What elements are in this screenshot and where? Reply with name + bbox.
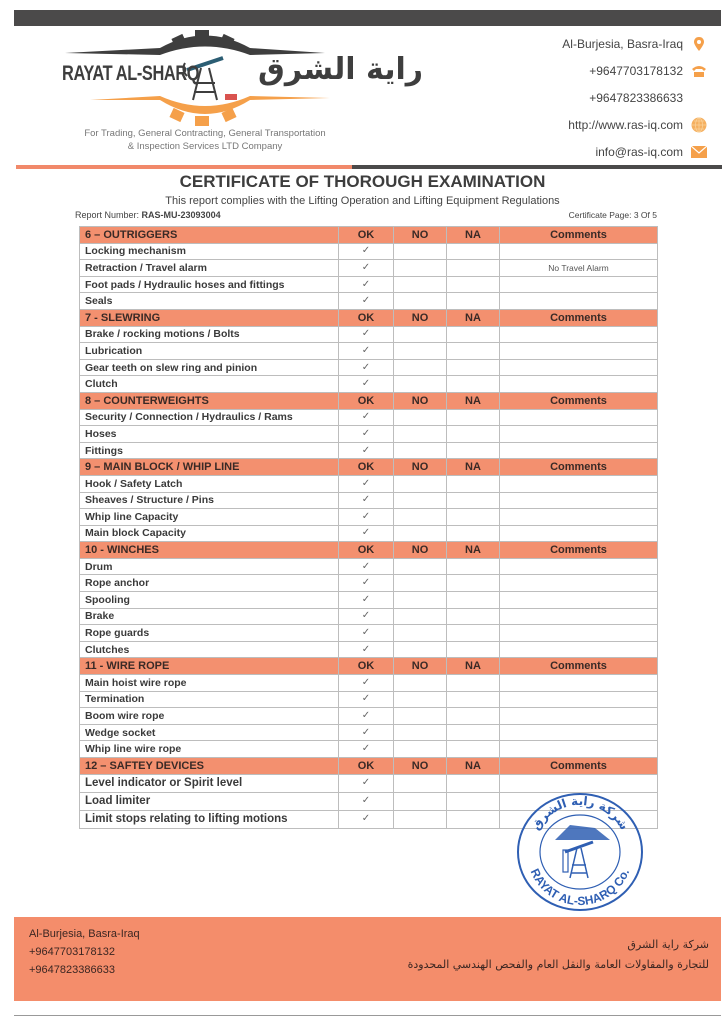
- no-cell: [394, 509, 447, 526]
- column-header-no: NO: [394, 542, 447, 559]
- ok-cell: [339, 708, 394, 725]
- check-mark-icon: ✓: [361, 261, 371, 273]
- checklist-row: [80, 492, 658, 509]
- checklist-row: [80, 409, 658, 426]
- stamp-text-ar: شركة راية الشرق: [528, 793, 632, 833]
- contact-phone-1-text[interactable]: +9647703178132: [589, 63, 683, 78]
- no-cell: [394, 492, 447, 509]
- item-label: Drum: [80, 558, 339, 575]
- na-cell: [447, 326, 500, 343]
- section-title: 10 - WINCHES: [80, 542, 339, 559]
- comment-cell: [500, 243, 658, 260]
- report-number-label: Report Number:: [75, 210, 140, 220]
- check-mark-icon: ✓: [361, 427, 371, 439]
- header-divider-dark: [352, 165, 722, 169]
- na-cell: [447, 592, 500, 609]
- na-cell: [447, 774, 500, 792]
- contact-phone-1: [562, 57, 707, 84]
- certificate-title: CERTIFICATE OF THOROUGH EXAMINATION: [179, 172, 546, 191]
- column-header-na: NA: [447, 758, 500, 775]
- item-label: Foot pads / Hydraulic hoses and fittings: [80, 276, 339, 293]
- na-cell: [447, 343, 500, 360]
- section-title: 9 – MAIN BLOCK / WHIP LINE: [80, 459, 339, 476]
- check-mark-icon: ✓: [361, 361, 371, 373]
- column-header-ok: OK: [339, 392, 394, 409]
- no-cell: [394, 475, 447, 492]
- no-cell: [394, 260, 447, 277]
- item-label: Brake / rocking motions / Bolts: [80, 326, 339, 343]
- comment-cell: [500, 509, 658, 526]
- section-title: 7 - SLEWRING: [80, 309, 339, 326]
- no-cell: [394, 558, 447, 575]
- na-cell: [447, 293, 500, 310]
- checklist-row: [80, 724, 658, 741]
- no-cell: [394, 625, 447, 642]
- ok-cell: [339, 492, 394, 509]
- ok-cell: [339, 792, 394, 810]
- comment-cell: [500, 724, 658, 741]
- comment-cell: [500, 675, 658, 692]
- check-mark-icon: ✓: [361, 693, 371, 705]
- contact-email-link[interactable]: info@ras-iq.com: [595, 144, 683, 159]
- na-cell: [447, 558, 500, 575]
- comment-cell: [500, 558, 658, 575]
- globe-icon: [691, 117, 707, 133]
- check-mark-icon: ✓: [361, 510, 371, 522]
- no-cell: [394, 426, 447, 443]
- checklist-row: [80, 708, 658, 725]
- na-cell: [447, 276, 500, 293]
- report-number-value: RAS-MU-23093004: [141, 210, 221, 220]
- checklist-row: [80, 641, 658, 658]
- contact-phone-2: [562, 84, 707, 111]
- comment-cell: [500, 608, 658, 625]
- checklist-row: [80, 509, 658, 526]
- column-header-na: NA: [447, 658, 500, 675]
- na-cell: [447, 641, 500, 658]
- na-cell: [447, 359, 500, 376]
- comment-cell: [500, 492, 658, 509]
- section-header-row: [80, 542, 658, 559]
- check-mark-icon: ✓: [361, 577, 371, 589]
- comment-cell: No Travel Alarm: [500, 260, 658, 277]
- stamp-pumpjack-icon: [555, 825, 610, 878]
- company-stamp: [515, 790, 645, 915]
- no-cell: [394, 675, 447, 692]
- item-label: Main hoist wire rope: [80, 675, 339, 692]
- certificate-page-number: Certificate Page: 3 Of 5: [568, 210, 657, 220]
- column-header-na: NA: [447, 392, 500, 409]
- item-label: Whip line Capacity: [80, 509, 339, 526]
- check-mark-icon: ✓: [361, 278, 371, 290]
- item-label: Main block Capacity: [80, 525, 339, 542]
- company-tagline: [55, 127, 355, 153]
- column-header-ok: OK: [339, 227, 394, 244]
- no-cell: [394, 326, 447, 343]
- item-label: Sheaves / Structure / Pins: [80, 492, 339, 509]
- ok-cell: [339, 810, 394, 828]
- na-cell: [447, 243, 500, 260]
- contact-phone-2-text[interactable]: +9647823386633: [589, 90, 683, 105]
- ok-cell: [339, 260, 394, 277]
- logo-text-ar: راية الشرق: [258, 52, 424, 87]
- no-cell: [394, 741, 447, 758]
- checklist-row: [80, 243, 658, 260]
- na-cell: [447, 492, 500, 509]
- check-mark-icon: ✓: [361, 527, 371, 539]
- section-header-row: [80, 309, 658, 326]
- ok-cell: [339, 592, 394, 609]
- no-cell: [394, 810, 447, 828]
- column-header-comments: Comments: [500, 542, 658, 559]
- ok-cell: [339, 608, 394, 625]
- comment-cell: [500, 426, 658, 443]
- na-cell: [447, 741, 500, 758]
- na-cell: [447, 724, 500, 741]
- item-label: Spooling: [80, 592, 339, 609]
- ok-cell: [339, 675, 394, 692]
- footer-phone-1: +9647703178132: [29, 946, 115, 958]
- checklist-row: [80, 376, 658, 393]
- ok-cell: [339, 625, 394, 642]
- footer-company-desc-ar: للتجارة والمقاولات العامة والنقل العام والفحص الهندسي المحدودة: [407, 958, 709, 971]
- na-cell: [447, 625, 500, 642]
- ok-cell: [339, 691, 394, 708]
- contact-website-link[interactable]: http://www.ras-iq.com: [568, 117, 683, 132]
- section-header-row: [80, 658, 658, 675]
- contact-website: [562, 111, 707, 138]
- checklist-row: [80, 608, 658, 625]
- item-label: Hoses: [80, 426, 339, 443]
- certificate-subtitle: This report complies with the Lifting Operation and Lifting Equipment Regulations: [165, 195, 560, 207]
- footer-company-ar: [408, 935, 709, 975]
- footer-phone-2: +9647823386633: [29, 964, 115, 976]
- no-cell: [394, 376, 447, 393]
- comment-cell: [500, 343, 658, 360]
- header-top-bar: [14, 10, 721, 26]
- no-cell: [394, 724, 447, 741]
- logo-text-en: RAYAT AL-SHARQ: [62, 62, 200, 85]
- ok-cell: [339, 558, 394, 575]
- column-header-ok: OK: [339, 459, 394, 476]
- check-mark-icon: ✓: [361, 726, 371, 738]
- no-cell: [394, 608, 447, 625]
- check-mark-icon: ✓: [361, 795, 371, 807]
- item-label: Level indicator or Spirit level: [80, 774, 339, 792]
- comment-cell: [500, 359, 658, 376]
- checklist-row: [80, 260, 658, 277]
- ok-cell: [339, 509, 394, 526]
- no-cell: [394, 691, 447, 708]
- check-mark-icon: ✓: [361, 593, 371, 605]
- column-header-ok: OK: [339, 309, 394, 326]
- no-cell: [394, 708, 447, 725]
- ok-cell: [339, 724, 394, 741]
- item-label: Whip line wire rope: [80, 741, 339, 758]
- column-header-comments: Comments: [500, 392, 658, 409]
- na-cell: [447, 442, 500, 459]
- item-label: Wedge socket: [80, 724, 339, 741]
- contact-address: [562, 30, 707, 57]
- na-cell: [447, 426, 500, 443]
- checklist-row: [80, 293, 658, 310]
- section-header-row: [80, 758, 658, 775]
- column-header-na: NA: [447, 459, 500, 476]
- item-label: Clutches: [80, 641, 339, 658]
- no-cell: [394, 276, 447, 293]
- ok-cell: [339, 774, 394, 792]
- checklist-row: [80, 592, 658, 609]
- column-header-no: NO: [394, 392, 447, 409]
- no-cell: [394, 641, 447, 658]
- item-label: Locking mechanism: [80, 243, 339, 260]
- column-header-comments: Comments: [500, 758, 658, 775]
- section-title: 11 - WIRE ROPE: [80, 658, 339, 675]
- section-title: 8 – COUNTERWEIGHTS: [80, 392, 339, 409]
- comment-cell: [500, 293, 658, 310]
- phone-icon: [691, 63, 707, 79]
- tagline-line-1: For Trading, General Contracting, General Transportation: [84, 128, 326, 139]
- checklist-row: [80, 442, 658, 459]
- column-header-ok: OK: [339, 542, 394, 559]
- ok-cell: [339, 243, 394, 260]
- na-cell: [447, 509, 500, 526]
- comment-cell: [500, 475, 658, 492]
- column-header-comments: Comments: [500, 309, 658, 326]
- ok-cell: [339, 326, 394, 343]
- checklist-row: [80, 475, 658, 492]
- comment-cell: [500, 409, 658, 426]
- na-cell: [447, 708, 500, 725]
- checklist-row: [80, 558, 658, 575]
- ok-cell: [339, 525, 394, 542]
- item-label: Gear teeth on slew ring and pinion: [80, 359, 339, 376]
- footer-bottom-line: [14, 1015, 721, 1016]
- section-header-row: [80, 392, 658, 409]
- check-mark-icon: ✓: [361, 560, 371, 572]
- section-header-row: [80, 459, 658, 476]
- checklist-row: [80, 625, 658, 642]
- comment-cell: [500, 575, 658, 592]
- no-cell: [394, 442, 447, 459]
- ok-cell: [339, 426, 394, 443]
- column-header-no: NO: [394, 227, 447, 244]
- contact-address-text: Al-Burjesia, Basra-Iraq: [562, 36, 683, 51]
- item-label: Rope anchor: [80, 575, 339, 592]
- column-header-no: NO: [394, 459, 447, 476]
- item-label: Lubrication: [80, 343, 339, 360]
- no-cell: [394, 592, 447, 609]
- column-header-comments: Comments: [500, 658, 658, 675]
- comment-cell: [500, 708, 658, 725]
- column-header-no: NO: [394, 309, 447, 326]
- check-mark-icon: ✓: [361, 245, 371, 257]
- comment-cell: [500, 625, 658, 642]
- na-cell: [447, 792, 500, 810]
- na-cell: [447, 475, 500, 492]
- item-label: Retraction / Travel alarm: [80, 260, 339, 277]
- column-header-ok: OK: [339, 758, 394, 775]
- comment-cell: [500, 276, 658, 293]
- ok-cell: [339, 741, 394, 758]
- comment-cell: [500, 641, 658, 658]
- check-mark-icon: ✓: [361, 610, 371, 622]
- no-cell: [394, 792, 447, 810]
- no-cell: [394, 774, 447, 792]
- check-mark-icon: ✓: [361, 777, 371, 789]
- item-label: Fittings: [80, 442, 339, 459]
- comment-cell: [500, 525, 658, 542]
- ok-cell: [339, 409, 394, 426]
- check-mark-icon: ✓: [361, 328, 371, 340]
- na-cell: [447, 260, 500, 277]
- na-cell: [447, 409, 500, 426]
- comment-cell: [500, 442, 658, 459]
- check-mark-icon: ✓: [361, 743, 371, 755]
- contact-email: [562, 138, 707, 165]
- section-header-row: [80, 227, 658, 244]
- no-cell: [394, 525, 447, 542]
- location-pin-icon: [691, 36, 707, 52]
- check-mark-icon: ✓: [361, 295, 371, 307]
- no-cell: [394, 359, 447, 376]
- column-header-na: NA: [447, 309, 500, 326]
- item-label: Brake: [80, 608, 339, 625]
- check-mark-icon: ✓: [361, 444, 371, 456]
- column-header-comments: Comments: [500, 227, 658, 244]
- ok-cell: [339, 641, 394, 658]
- column-header-ok: OK: [339, 658, 394, 675]
- comment-cell: [500, 741, 658, 758]
- ok-cell: [339, 293, 394, 310]
- no-cell: [394, 243, 447, 260]
- footer-banner: [14, 917, 721, 1001]
- no-cell: [394, 343, 447, 360]
- check-mark-icon: ✓: [361, 643, 371, 655]
- footer-address: Al-Burjesia, Basra-Iraq: [29, 928, 140, 940]
- checklist-row: [80, 426, 658, 443]
- check-mark-icon: ✓: [361, 494, 371, 506]
- comment-cell: [500, 326, 658, 343]
- section-title: 6 – OUTRIGGERS: [80, 227, 339, 244]
- checklist-row: [80, 575, 658, 592]
- checklist-row: [80, 343, 658, 360]
- item-label: Rope guards: [80, 625, 339, 642]
- na-cell: [447, 691, 500, 708]
- comment-cell: [500, 592, 658, 609]
- check-mark-icon: ✓: [361, 344, 371, 356]
- no-cell: [394, 409, 447, 426]
- checklist-row: [80, 276, 658, 293]
- check-mark-icon: ✓: [361, 676, 371, 688]
- column-header-no: NO: [394, 758, 447, 775]
- check-mark-icon: ✓: [361, 477, 371, 489]
- email-icon: [691, 144, 707, 160]
- na-cell: [447, 575, 500, 592]
- na-cell: [447, 810, 500, 828]
- checklist-row: [80, 675, 658, 692]
- item-label: Load limiter: [80, 792, 339, 810]
- footer-contacts: [29, 925, 140, 979]
- na-cell: [447, 675, 500, 692]
- ok-cell: [339, 276, 394, 293]
- tagline-line-2: & Inspection Services LTD Company: [127, 141, 283, 152]
- ok-cell: [339, 343, 394, 360]
- item-label: Boom wire rope: [80, 708, 339, 725]
- na-cell: [447, 525, 500, 542]
- ok-cell: [339, 575, 394, 592]
- report-number: [75, 210, 221, 220]
- column-header-no: NO: [394, 658, 447, 675]
- ok-cell: [339, 475, 394, 492]
- no-cell: [394, 293, 447, 310]
- checklist-row: [80, 359, 658, 376]
- comment-cell: [500, 376, 658, 393]
- checklist-row: [80, 525, 658, 542]
- check-mark-icon: ✓: [361, 627, 371, 639]
- item-label: Limit stops relating to lifting motions: [80, 810, 339, 828]
- ok-cell: [339, 376, 394, 393]
- item-label: Security / Connection / Hydraulics / Rams: [80, 409, 339, 426]
- item-label: Seals: [80, 293, 339, 310]
- column-header-na: NA: [447, 542, 500, 559]
- na-cell: [447, 608, 500, 625]
- examination-checklist-table: [79, 226, 658, 829]
- checklist-row: [80, 741, 658, 758]
- item-label: Clutch: [80, 376, 339, 393]
- column-header-comments: Comments: [500, 459, 658, 476]
- na-cell: [447, 376, 500, 393]
- no-cell: [394, 575, 447, 592]
- check-mark-icon: ✓: [361, 411, 371, 423]
- ok-cell: [339, 359, 394, 376]
- header-divider-accent: [16, 165, 352, 169]
- header-contacts: [562, 30, 707, 165]
- column-header-na: NA: [447, 227, 500, 244]
- stamp-text-en: RAYAT AL-SHARQ Co.: [527, 866, 633, 909]
- check-mark-icon: ✓: [361, 813, 371, 825]
- check-mark-icon: ✓: [361, 710, 371, 722]
- ok-cell: [339, 442, 394, 459]
- item-label: Termination: [80, 691, 339, 708]
- checklist-row: [80, 691, 658, 708]
- footer-company-name-ar: شركة راية الشرق: [627, 938, 709, 951]
- checklist-row: [80, 326, 658, 343]
- section-title: 12 – SAFTEY DEVICES: [80, 758, 339, 775]
- check-mark-icon: ✓: [361, 378, 371, 390]
- comment-cell: [500, 691, 658, 708]
- item-label: Hook / Safety Latch: [80, 475, 339, 492]
